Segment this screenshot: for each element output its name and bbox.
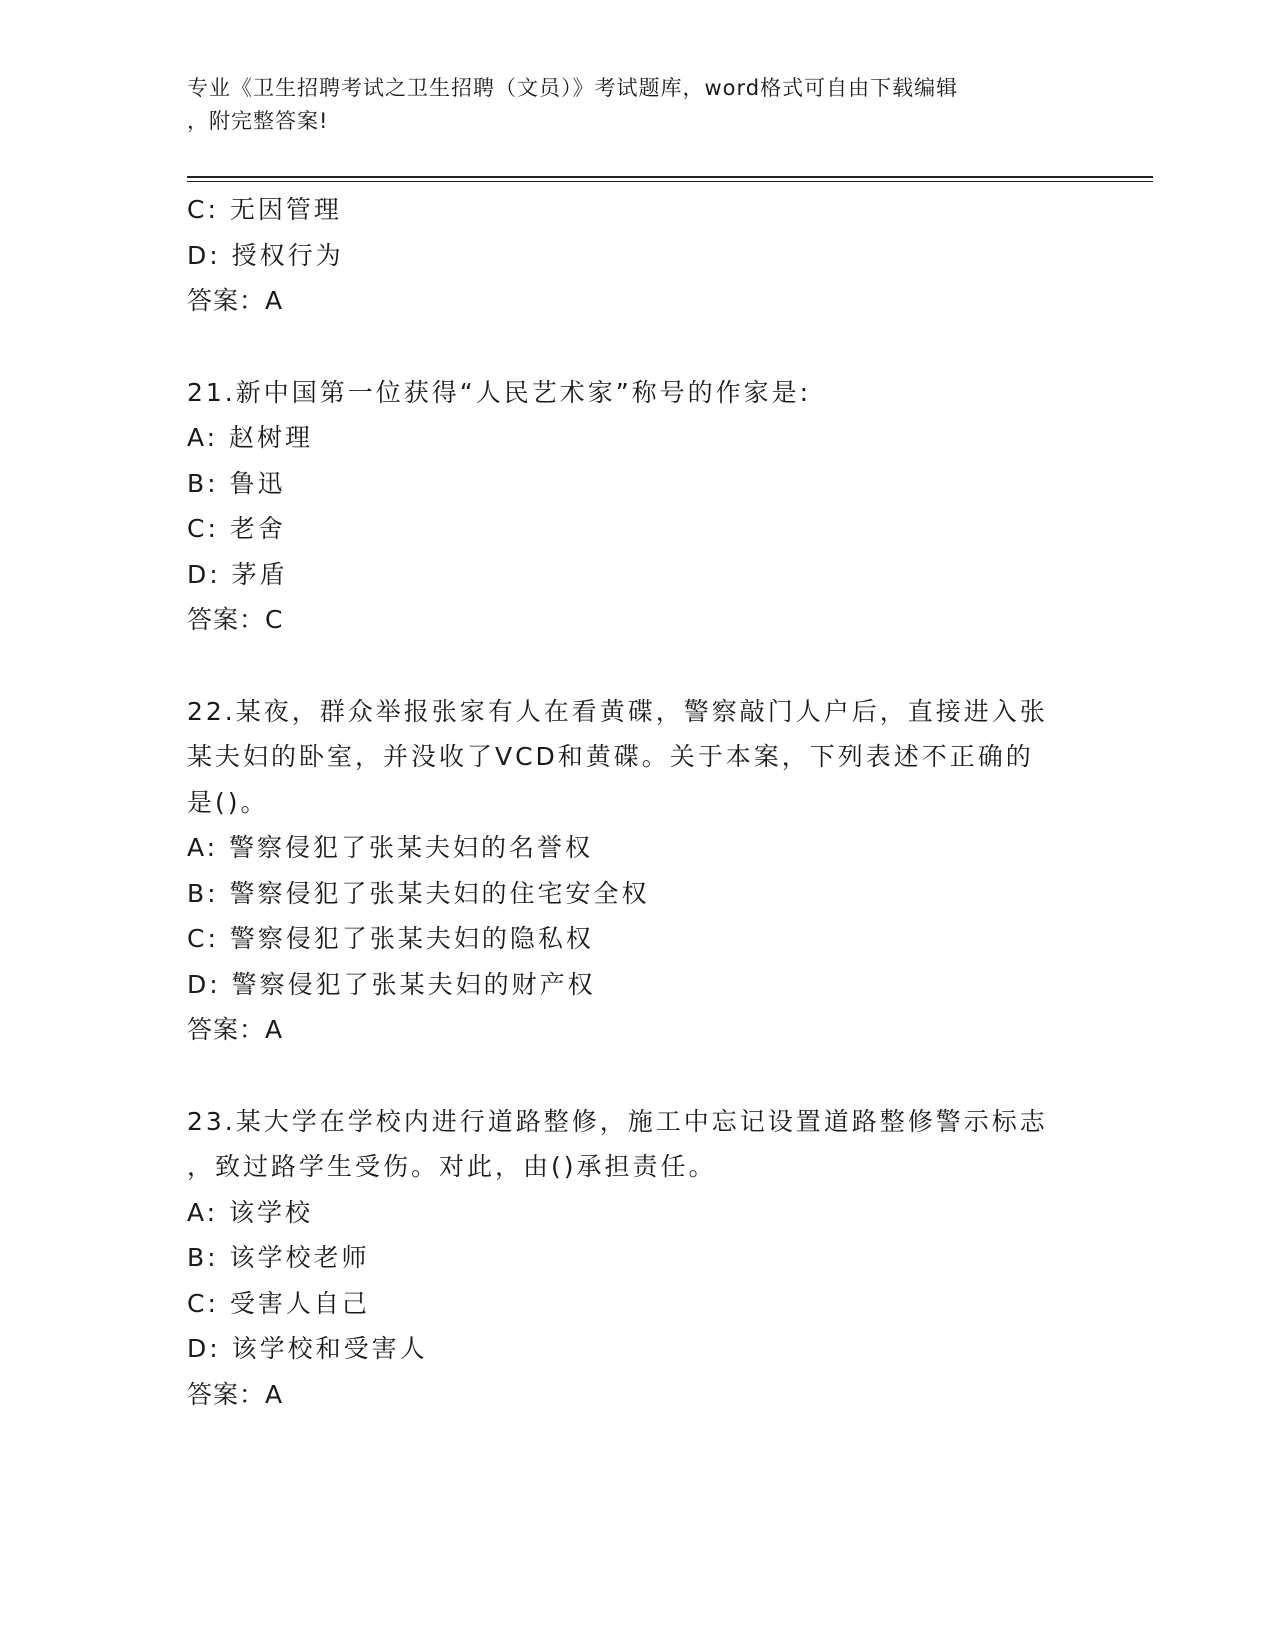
option-b: B: 警察侵犯了张某夫妇的住宅安全权 — [187, 878, 650, 908]
answer-line: 答案：A — [187, 1379, 284, 1409]
question-spacer — [187, 1053, 1087, 1099]
option-d: D: 授权行为 — [187, 240, 344, 270]
option-c: C: 老舍 — [187, 514, 286, 543]
question-stem-line-2: 某夫妇的卧室，并没收了VCD和黄碟。关于本案，下列表述不正确的 — [187, 742, 1034, 771]
answer-line: 答案：A — [187, 1015, 284, 1044]
question-spacer — [187, 643, 1087, 689]
previous-question-tail — [187, 187, 1087, 324]
option-a: A: 赵树理 — [187, 423, 314, 452]
document-header — [187, 72, 1067, 138]
option-b: B: 该学校老师 — [187, 1243, 370, 1272]
header-divider-thin — [187, 181, 1153, 182]
question-stem-line-1: 22.某夜，群众举报张家有人在看黄碟，警察敲门人户后，直接进入张 — [187, 696, 1048, 726]
question-stem-line-3: 是()。 — [187, 787, 269, 817]
option-d: D: 该学校和受害人 — [187, 1334, 428, 1363]
option-d: D: 茅盾 — [187, 559, 288, 589]
header-divider-thick — [187, 176, 1153, 178]
question-23 — [187, 1099, 1087, 1418]
option-d: D: 警察侵犯了张某夫妇的财产权 — [187, 969, 596, 999]
option-c: C: 受害人自己 — [187, 1288, 370, 1318]
question-stem: 21.新中国第一位获得“人民艺术家”称号的作家是: — [187, 377, 812, 407]
question-21 — [187, 370, 1087, 643]
option-c: C: 无因管理 — [187, 195, 342, 224]
header-line-1: 专业《卫生招聘考试之卫生招聘（文员）》考试题库，word格式可自由下载编辑 — [187, 76, 959, 100]
answer-line: 答案：A — [187, 286, 284, 315]
question-list — [187, 187, 1087, 1417]
header-line-2: ，附完整答案! — [187, 109, 329, 133]
question-stem-line-2: ，致过路学生受伤。对此，由()承担责任。 — [187, 1152, 717, 1181]
question-22 — [187, 689, 1087, 1053]
answer-line: 答案：C — [187, 605, 284, 634]
question-stem-line-1: 23.某大学在学校内进行道路整修，施工中忘记设置道路整修警示标志 — [187, 1106, 1048, 1136]
option-c: C: 警察侵犯了张某夫妇的隐私权 — [187, 924, 594, 953]
option-a: A: 警察侵犯了张某夫妇的名誉权 — [187, 833, 594, 862]
option-a: A: 该学校 — [187, 1197, 314, 1227]
option-b: B: 鲁迅 — [187, 468, 286, 498]
question-spacer — [187, 324, 1087, 370]
